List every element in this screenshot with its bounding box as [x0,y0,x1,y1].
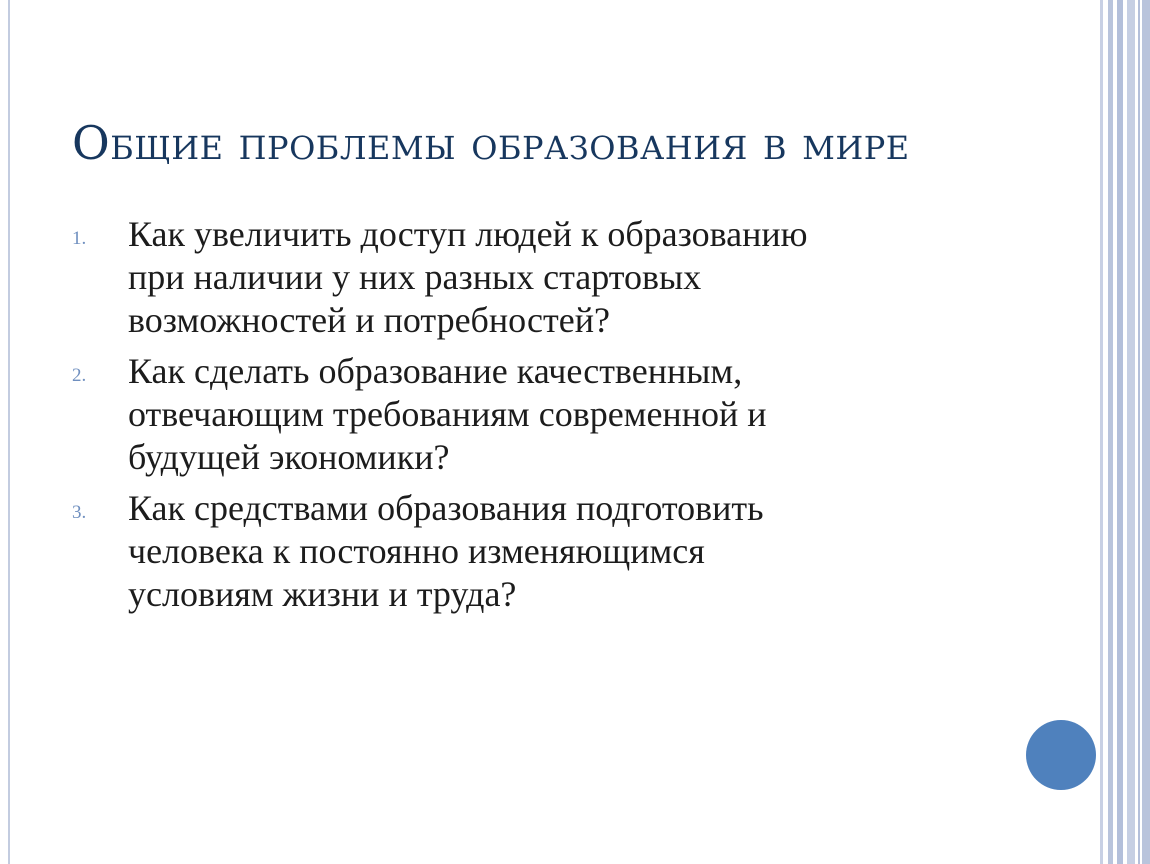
stripe [1117,0,1123,864]
stripe [1127,0,1135,864]
stripe [1138,0,1140,864]
text-line: Как сделать образование качественным, [128,351,743,391]
list-item-text [128,487,972,616]
left-frame-line [8,0,10,864]
stripe [1108,0,1113,864]
list-number: 1. [72,228,87,249]
stripe [1142,0,1150,864]
list-item [72,487,972,616]
text-line: человека к постоянно изменяющимся [128,531,705,571]
list-item [72,350,972,479]
decorative-circle [1026,720,1096,790]
text-line: будущей экономики? [128,437,450,477]
list-item-text [128,350,972,479]
list-number: 3. [72,502,87,523]
slide-title: Общие проблемы образования в мире [72,116,910,170]
text-line: возможностей и потребностей? [128,300,610,340]
text-line: отвечающим требованиям современной и [128,394,767,434]
right-decorative-stripes [1100,0,1150,864]
numbered-list [72,213,972,624]
text-line: при наличии у них разных стартовых [128,257,702,297]
text-line: Как увеличить доступ людей к образованию [128,214,808,254]
stripe [1100,0,1103,864]
list-item [72,213,972,342]
text-line: условиям жизни и труда? [128,574,517,614]
list-number: 2. [72,365,87,386]
text-line: Как средствами образования подготовить [128,488,764,528]
list-item-text [128,213,972,342]
